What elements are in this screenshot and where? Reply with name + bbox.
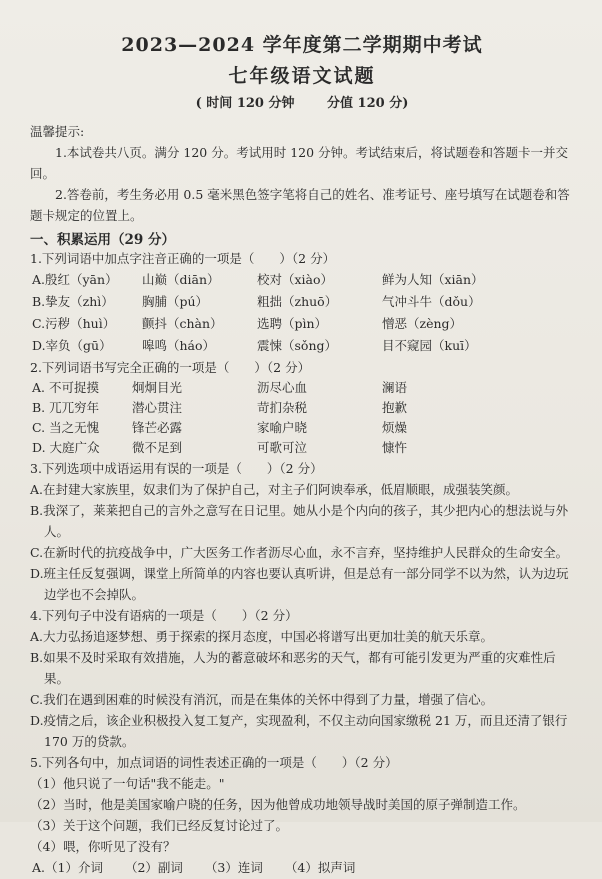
- question-4-option-a: A.大力弘扬追逐梦想、勇于探索的探月态度，中国必将谱写出更加壮美的航天乐章。: [30, 629, 494, 644]
- choice-item: A.（1）介词: [32, 860, 103, 875]
- option-cell: 校对（xiào）: [257, 272, 334, 287]
- option-cell: D. 大庭广众: [32, 440, 100, 455]
- option-cell: 沥尽心血: [257, 380, 308, 395]
- option-cell: 微不足到: [132, 440, 183, 455]
- question-1-stem: 1.下列词语中加点字注音正确的一项是（ ）（2 分）: [30, 251, 336, 266]
- question-3-option-d: D.班主任反复强调，课堂上所简单的内容也要认真听讲，但是总有一部分同学不以为然，认为边玩边学也不会掉队。: [30, 566, 569, 602]
- option-cell: 粗拙（zhuō）: [257, 294, 338, 309]
- option-cell: D.宰负（gū）: [32, 338, 112, 353]
- option-cell: B. 兀兀穷年: [32, 400, 100, 415]
- question-5-line: （3）关于这个问题，我们已经反复讨论过了。: [30, 818, 288, 833]
- question-1-options: [30, 269, 574, 357]
- question-3-stem: 3.下列选项中成语运用有误的一项是（ ）（2 分）: [30, 461, 323, 476]
- option-cell: 家喻户晓: [257, 420, 308, 435]
- question-4-option-b: B.如果不及时采取有效措施，人为的蓄意破坏和恶劣的天气，都有可能引发更为严重的灾难性后果。: [30, 650, 556, 686]
- option-cell: 烦燥: [382, 420, 408, 435]
- choice-item: （4）拟声词: [284, 860, 356, 875]
- option-cell: 炯炯目光: [132, 380, 183, 395]
- question-3-option-c: C.在新时代的抗疫战争中，广大医务工作者沥尽心血，永不言弃，坚持维护人民群众的生命安全。: [30, 545, 569, 560]
- question-4-stem: 4.下列句子中没有语病的一项是（ ）（2 分）: [30, 608, 298, 623]
- section-title: 一、积累运用（29 分）: [30, 232, 175, 248]
- question-5-line: （4）喂，你听见了没有？: [30, 839, 176, 854]
- choice-item: （2）副词: [124, 860, 183, 875]
- option-cell: C.污秽（huì）: [32, 316, 116, 331]
- question-3-option-a: A.在封建大家族里，奴隶们为了保护自己，对主子们阿谀奉承，低眉顺眼，成强装笑颜。: [30, 482, 519, 497]
- question-4-option-c: C.我们在遇到困难的时候没有消沉，而是在集体的关怀中得到了力量，增强了信心。: [30, 692, 494, 707]
- option-cell: 澜语: [382, 380, 408, 395]
- option-cell: 选聘（pìn）: [257, 316, 328, 331]
- option-cell: 可歌可泣: [257, 440, 308, 455]
- option-cell: 慷忤: [382, 440, 408, 455]
- option-cell: 气冲斗牛（dǒu）: [382, 294, 481, 309]
- option-cell: 抱歉: [382, 400, 408, 415]
- exam-subtitle: 七年级语文试题: [228, 65, 376, 87]
- exam-meta: [30, 92, 574, 111]
- exam-score: 分值 120 分): [327, 96, 409, 111]
- option-cell: 锋芒必露: [132, 420, 183, 435]
- question-5-stem: 5.下列各句中，加点词语的词性表述正确的一项是（ ）（2 分）: [30, 755, 398, 770]
- option-cell: C. 当之无愧: [32, 420, 100, 435]
- option-cell: 目不窥园（kuī）: [382, 338, 477, 353]
- question-4-option-d: D.疫情之后，该企业积极投入复工复产，实现盈利，不仅主动向国家缴税 21 万，而且还清了银行 170 万的贷款。: [30, 713, 568, 749]
- tip-item: 1.本试卷共八页。满分 120 分。考试用时 120 分钟。考试结束后，将试题卷和答题卡一并交回。: [30, 145, 569, 181]
- option-cell: 苛扪杂税: [257, 400, 308, 415]
- option-cell: 震悚（sǒng）: [257, 338, 337, 353]
- option-cell: A. 不可捉摸: [32, 380, 99, 395]
- option-cell: 胸脯（pú）: [142, 294, 209, 309]
- option-cell: 鲜为人知（xiān）: [382, 272, 484, 287]
- option-cell: B.挚友（zhì）: [32, 294, 114, 309]
- question-3-option-b: B.我深了，莱莱把自己的言外之意写在日记里。她从小是个内向的孩子，其少把内心的想法说与外人。: [30, 503, 569, 539]
- question-2-options: [30, 378, 574, 458]
- question-2-stem: 2.下列词语书写完全正确的一项是（ ）（2 分）: [30, 360, 311, 375]
- exam-title: 2023—2024 学年度第二学期期中考试: [121, 34, 483, 56]
- option-cell: 潜心贯注: [132, 400, 183, 415]
- choice-item: （3）连词: [204, 860, 263, 875]
- option-cell: 山巅（diān）: [142, 272, 220, 287]
- tip-item: 2.答卷前，考生务必用 0.5 毫米黑色签字笔将自己的姓名、准考证号、座号填写在试题卷和答题卡规定的位置上。: [30, 187, 570, 223]
- option-cell: 憎恶（zèng）: [382, 316, 463, 331]
- exam-time: ( 时间 120 分钟: [195, 96, 295, 111]
- option-cell: 嗥鸣（háo）: [142, 338, 216, 353]
- question-5-line: （2）当时，他是美国家喻户晓的任务，因为他曾成功地领导战时美国的原子弹制造工作。: [30, 797, 526, 812]
- option-cell: 颤抖（chàn）: [142, 316, 223, 331]
- tips-title: 温馨提示:: [30, 124, 85, 139]
- option-cell: A.殷红（yān）: [32, 272, 118, 287]
- question-5-line: （1）他只说了一句话"我不能走。": [30, 776, 225, 791]
- question-5-choices: [30, 857, 574, 879]
